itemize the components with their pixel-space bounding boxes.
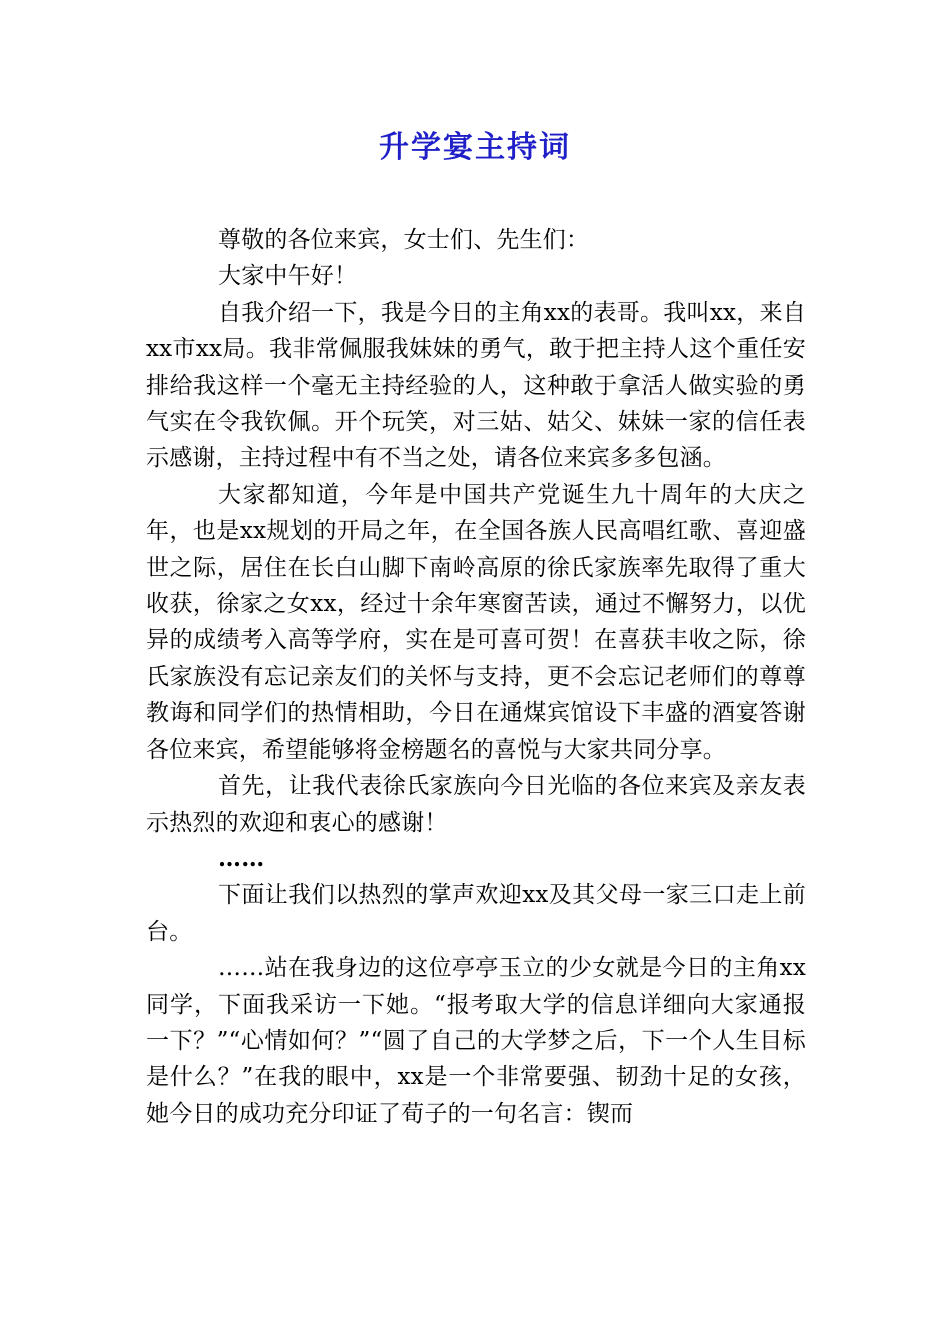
paragraph-background: 大家都知道，今年是中国共产党诞生九十周年的大庆之年，也是xx规划的开局之年，在全国各族人民高唱红歌、喜迎盛世之际，居住在长白山脚下南岭高原的徐氏家族率先取得了重大收获，徐家之女xx，经过十余年寒窗苦读，通过不懈努力，以优异的成绩考入高等学府，实在是可喜可贺！在喜获丰收之际，徐氏家族没有忘记亲友们的关怀与支持，更不会忘记老师们的尊尊教诲和同学们的热情相助，今日在通煤宾馆设下丰盛的酒宴答谢各位来宾，希望能够将金榜题名的喜悦与大家共同分享。 xyxy=(146,481,806,763)
paragraph-self-intro: 自我介绍一下，我是今日的主角xx的表哥。我叫xx，来自xx市xx局。我非常佩服我妹妹的勇气，敢于把主持人这个重任安排给我这样一个毫无主持经验的人，这种敢于拿活人做实验的勇气实在令我钦佩。开个玩笑，对三姑、姑父、妹妹一家的信任表示感谢，主持过程中有不当之处，请各位来宾多多包涵。 xyxy=(146,299,806,472)
paragraph-greeting: 尊敬的各位来宾，女士们、先生们： xyxy=(218,227,590,253)
paragraph-invite-family: 下面让我们以热烈的掌声欢迎xx及其父母一家三口走上前台。 xyxy=(146,882,806,945)
paragraph-ellipsis: …… xyxy=(218,844,265,872)
document-body xyxy=(146,222,806,1132)
paragraph-welcome: 首先，让我代表徐氏家族向今日光临的各位来宾及亲友表示热烈的欢迎和衷心的感谢！ xyxy=(146,773,806,836)
document-title: 升学宴主持词 xyxy=(379,130,571,165)
paragraph-good-noon: 大家中午好！ xyxy=(218,263,358,290)
paragraph-interview: ……站在我身边的这位亭亭玉立的少女就是今日的主角xx同学，下面我采访一下她。“报考取大学的信息详细向大家通报一下？”“心情如何？”“圆了自己的大学梦之后，下一个人生目标是什么？”在我的眼中，xx是一个非常要强、韧劲十足的女孩，她今日的成功充分印证了荀子的一句名言：锲而 xyxy=(146,955,806,1127)
